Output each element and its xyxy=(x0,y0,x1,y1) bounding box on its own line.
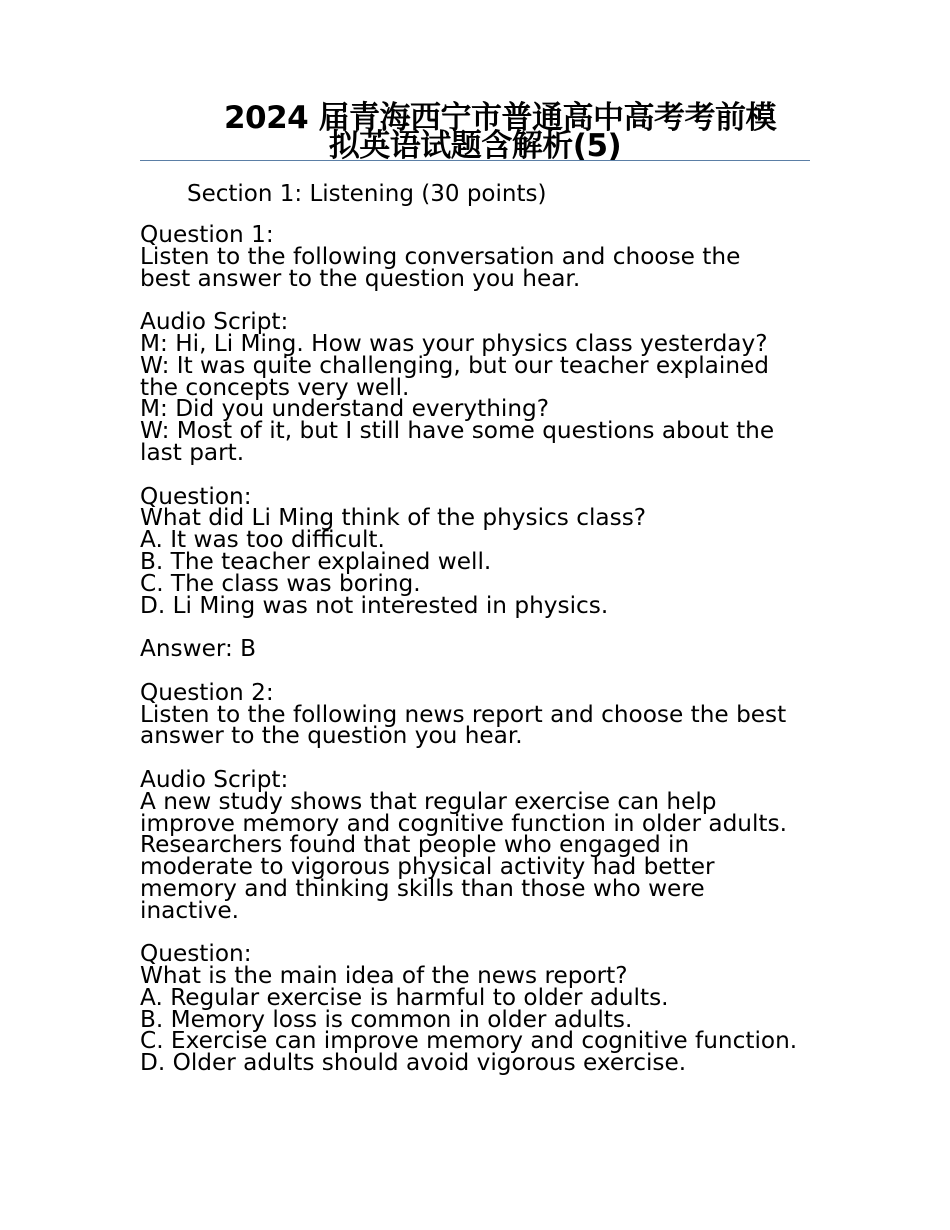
question-block-2 xyxy=(140,678,820,1077)
title-line-1: 2024 届青海西宁市普通高中高考考前模 xyxy=(223,100,777,136)
question-label: Question: xyxy=(140,940,252,968)
audio-script-heading: Audio Script: xyxy=(140,308,289,336)
script-line: memory and thinking skills than those who were xyxy=(140,874,705,902)
script-line: W: It was quite challenging, but our teacher explained xyxy=(140,351,769,379)
script-line: improve memory and cognitive function in older adults. xyxy=(140,809,787,837)
title-line-2: 拟英语试题含解析(5) xyxy=(328,128,622,164)
instruction-line: answer to the question you hear. xyxy=(140,722,523,750)
option-d: D. Older adults should avoid vigorous exercise. xyxy=(140,1049,687,1077)
section-heading: Section 1: Listening (30 points) xyxy=(187,181,547,207)
script-line: M: Hi, Li Ming. How was your physics class yesterday? xyxy=(140,329,768,357)
title-underline-divider xyxy=(140,160,810,161)
script-line: Researchers found that people who engaged in xyxy=(140,831,690,859)
script-line: A new study shows that regular exercise can help xyxy=(140,787,717,815)
question-heading: Question 1: xyxy=(140,221,274,248)
script-line: moderate to vigorous physical activity had better xyxy=(140,853,715,881)
option-c: C. The class was boring. xyxy=(140,569,421,597)
option-d: D. Li Ming was not interested in physics. xyxy=(140,591,609,619)
answer-line: Answer: B xyxy=(140,635,257,663)
question-heading: Question 2: xyxy=(140,678,274,706)
option-c: C. Exercise can improve memory and cognitive function. xyxy=(140,1027,798,1055)
option-a: A. Regular exercise is harmful to older adults. xyxy=(140,983,669,1011)
document-title xyxy=(140,100,810,164)
option-b: B. Memory loss is common in older adults. xyxy=(140,1005,633,1033)
question-block-1 xyxy=(140,221,820,682)
option-a: A. It was too difficult. xyxy=(140,526,385,554)
script-line: last part. xyxy=(140,438,245,466)
question-text: What is the main idea of the news report? xyxy=(140,962,628,990)
audio-script-heading: Audio Script: xyxy=(140,765,289,793)
instruction-line: best answer to the question you hear. xyxy=(140,264,581,292)
instruction-line: Listen to the following news report and choose the best xyxy=(140,700,787,728)
document-body xyxy=(140,221,820,1077)
question-label: Question: xyxy=(140,482,252,510)
script-line: inactive. xyxy=(140,896,239,924)
instruction-line: Listen to the following conversation and choose the xyxy=(140,242,741,270)
question-text: What did Li Ming think of the physics class? xyxy=(140,504,647,532)
script-line: M: Did you understand everything? xyxy=(140,395,550,423)
script-line: W: Most of it, but I still have some questions about the xyxy=(140,417,775,445)
option-b: B. The teacher explained well. xyxy=(140,547,492,575)
script-line: the concepts very well. xyxy=(140,373,410,401)
